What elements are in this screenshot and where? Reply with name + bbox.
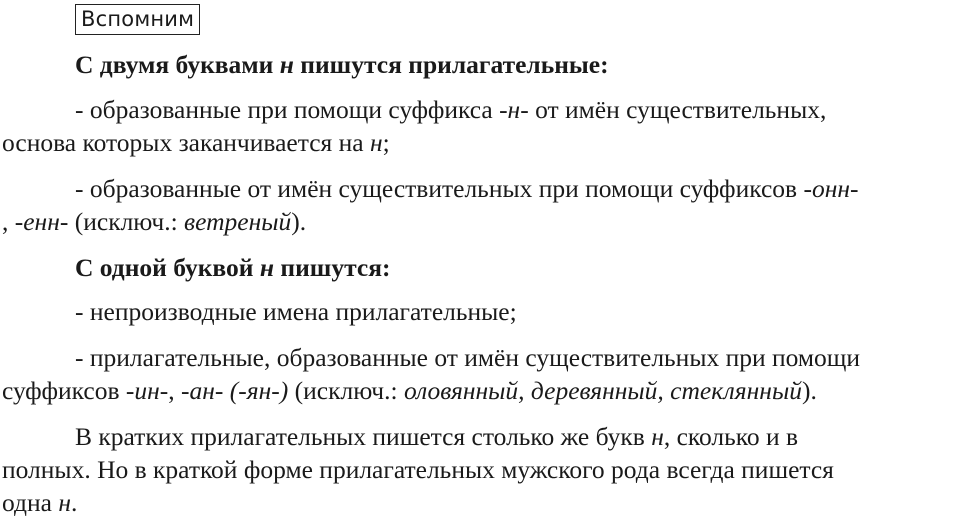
heading-double-n-before: С двумя буквами [75,50,280,79]
rule-item-suffix-in-an-cont [2,375,957,406]
rule-item-suffix-n-text-b: от имён существительных, [528,95,827,124]
suffix-an: -ан- [181,376,224,405]
heading-double-n-after: пишутся прилагательные: [293,50,609,79]
rule-item-in-an-text-d: ). [801,376,817,405]
rule-item-onn-text-a: - образованные от имён существительных при помощи суффиксов [75,174,804,203]
rule-item-in-an-sep1: , [168,376,182,405]
rule-item-onn-text-b: , [2,207,15,236]
heading-double-n [2,49,957,80]
rule-item-suffix-n [2,94,957,125]
rule-item-nonderived-text: - непроизводные имена прилагательные; [75,297,517,326]
exception-words: оловянный, деревянный, стеклянный [403,376,802,405]
rule-item-suffix-onn-enn-cont [2,206,957,237]
rule-item-suffix-n-cont [2,127,957,158]
heading-single-n [2,252,957,283]
note-text-a: В кратких прилагательных пишется столько же букв [75,422,652,451]
rule-item-onn-text-c: (исключ.: [68,207,185,236]
letter-n: н [369,128,383,157]
rule-item-nonderived [2,296,957,327]
note-text-e: . [71,488,78,517]
note-text-b: , сколько и в [663,422,799,451]
note-letter-n-final: н [58,488,71,517]
rule-item-suffix-n-text-d: ; [382,128,390,157]
note-short-adjectives-cont [2,454,957,485]
note-short-adjectives [2,421,957,452]
note-text-d: одна [2,488,59,517]
rule-item-in-an-text-b: суффиксов [2,376,126,405]
suffix-in: -ин- [125,376,169,405]
rule-item-suffix-n-text-c: основа которых заканчивается на [2,128,370,157]
heading-single-n-letter: н [259,253,275,282]
suffix-enn: -енн- [14,207,69,236]
rule-item-suffix-onn-enn [2,173,957,204]
rule-item-suffix-in-an [2,342,957,373]
note-short-adjectives-end [2,487,957,518]
heading-single-n-before: С одной буквой [75,253,260,282]
note-text-c: полных. Но в краткой форме прилагательных мужского рода всегда пишется [2,455,834,484]
exception-word: ветреный [184,207,292,236]
rule-item-in-an-text-a: - прилагательные, образованные от имён существительных при помощи [75,343,861,372]
suffix-onn: -онн- [803,174,859,203]
remember-badge: Вспомним [75,4,200,35]
note-letter-n: н [651,422,664,451]
suffix-n: -н- [499,95,529,124]
heading-double-n-letter: н [279,50,294,79]
heading-single-n-after: пишутся: [274,253,391,282]
rule-item-suffix-n-text-a: - образованные при помощи суффикса [75,95,500,124]
rule-item-in-an-text-c: (исключ.: [288,376,404,405]
suffix-yan: (-ян-) [229,376,289,405]
rule-item-onn-text-d: ). [291,207,307,236]
